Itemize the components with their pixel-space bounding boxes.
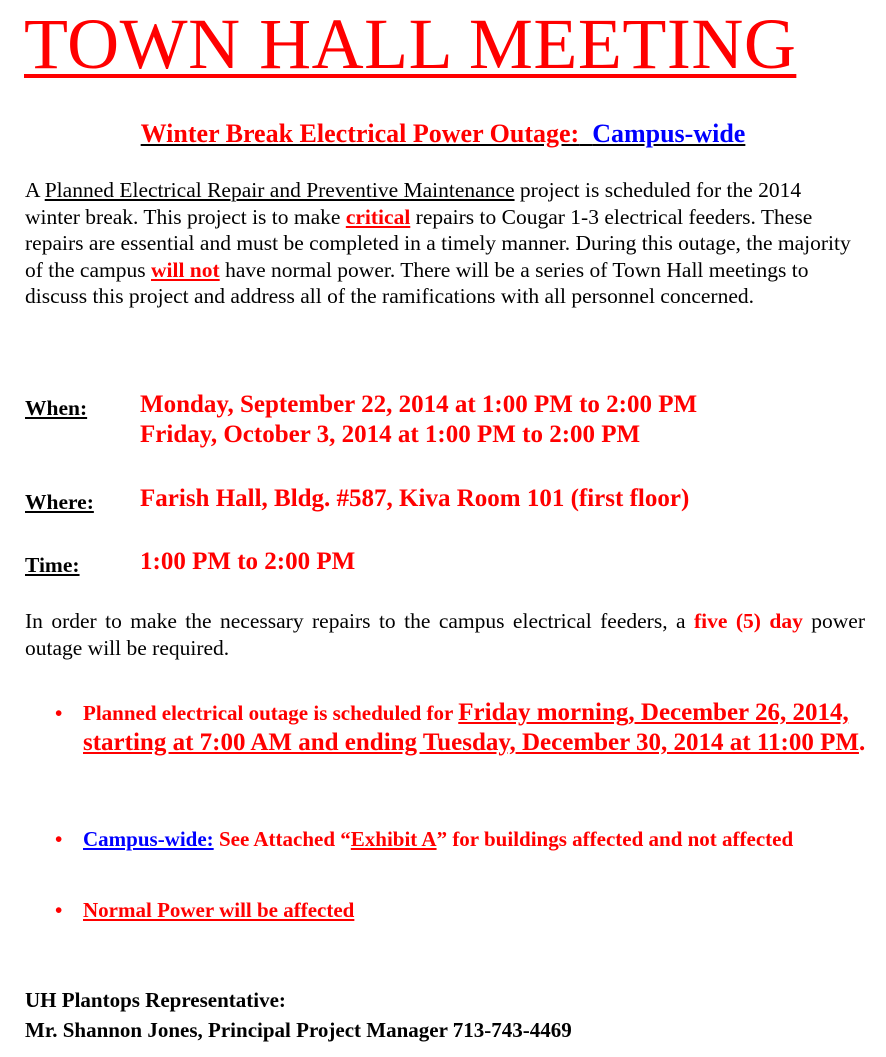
outage-text-2: power outage will be required.: [25, 609, 866, 660]
bullet-icon: •: [55, 701, 63, 725]
bullet-icon: •: [55, 898, 63, 922]
representative-label: UH Plantops Representative:: [25, 988, 286, 1012]
project-name: Planned Electrical Repair and Preventive Maintenance: [44, 178, 515, 202]
bullet-3-text: Normal Power will be affected: [83, 898, 355, 922]
will-not-emphasis: will not: [150, 257, 220, 282]
when-date-2: Friday, October 3, 2014 at 1:00 PM to 2:00 PM: [140, 421, 641, 448]
time-label: Time:: [25, 553, 80, 577]
bullet-1-lead: Planned electrical outage is scheduled for: [83, 701, 459, 725]
representative-contact: Mr. Shannon Jones, Principal Project Manager 713-743-4469: [25, 1018, 572, 1042]
intro-paragraph: [25, 177, 855, 310]
outage-subtitle: [0, 114, 886, 154]
intro-text-3: repairs to Cougar 1-3 electrical feeders. These repairs are essential and must be completed in a timely manner. During this outage, the majority of the campus: [25, 204, 851, 282]
time-value: 1:00 PM to 2:00 PM: [140, 548, 356, 575]
bullet-icon: •: [55, 827, 63, 851]
outage-paragraph: [25, 608, 865, 662]
where-value: Farish Hall, Bldg. #587, Kiva Room 101 (first floor): [140, 485, 690, 512]
list-item: [55, 825, 870, 853]
page-title: TOWN HALL MEETING: [24, 4, 797, 84]
when-label: When:: [25, 396, 88, 420]
outage-duration: five (5) day: [694, 609, 803, 633]
critical-emphasis: critical: [345, 204, 411, 229]
list-item: [55, 698, 870, 758]
where-label: Where:: [25, 490, 94, 514]
intro-text-2: project is scheduled for the 2014 winter break. This project is to make: [25, 178, 802, 229]
bullet-1-dates: Friday morning, December 26, 2014, starting at 7:00 AM and ending Tuesday, December 30, 2014 at 11:00 PM: [83, 699, 859, 756]
intro-text-1: A: [25, 178, 45, 202]
subtitle-scope-link[interactable]: Campus-wide: [592, 119, 746, 148]
list-item: [55, 895, 870, 925]
intro-text-4: have normal power. There will be a series of Town Hall meetings to discuss this project and address all of the ramifications with all personnel concerned.: [25, 257, 809, 308]
bullet-1-end: .: [858, 729, 866, 756]
exhibit-a-link[interactable]: Exhibit A: [350, 827, 437, 851]
outage-text-1: In order to make the necessary repairs to the campus electrical feeders, a: [25, 609, 694, 633]
bullet-2-text-1: See Attached “: [213, 827, 351, 851]
subtitle-main: Winter Break Electrical Power Outage:: [140, 119, 580, 148]
bullet-2-scope-link[interactable]: Campus-wide:: [83, 827, 214, 851]
bullet-2-text-2: ” for buildings affected and not affected: [436, 827, 794, 851]
when-date-1: Monday, September 22, 2014 at 1:00 PM to 2:00 PM: [140, 391, 698, 418]
